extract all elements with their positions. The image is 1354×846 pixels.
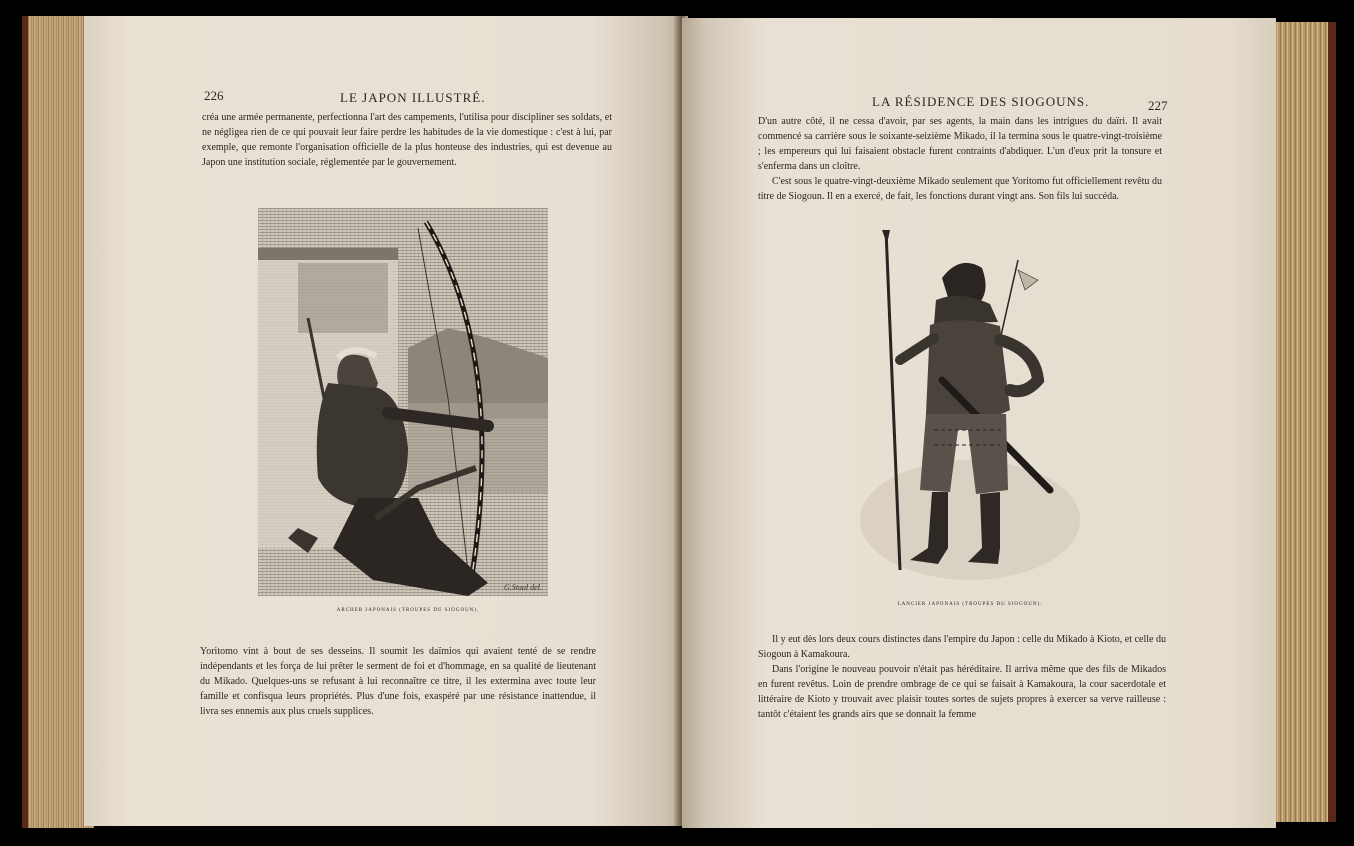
page-number: 227 (1148, 98, 1168, 113)
top-paragraph: créa une armée permanente, perfectionna l'art des campements, l'utilisa pour discipliner ses soldats, et ne négligea rien de ce qui pouvait leur faire perdre les habitudes de la vie domestique : c'est à lui, par exemple, que remonte l'organisation officielle de la plus honteuse des industries, qui est devenue au Japon une institution sociale, réglementée par le gouvernement. (202, 112, 612, 168)
engraver-signature: G.Staal del. (504, 583, 542, 592)
right-page (682, 18, 1276, 828)
left-page (84, 16, 682, 826)
page-number: 226 (204, 88, 224, 103)
bottom-paragraph: Yoritomo vint à bout de ses desseins. Il soumit les daïmios qui avaient tenté de se rendre indépendants et les força de lui prêter le serment de foi et d'hommage, en sa qualité de lieutenant du Mikado. Quelques-uns se refusant à lui reconnaître ce titre, il les extermina avec toute leur famille et confisqua leurs propriétés. Plus d'une fois, exaspéré par une résistance inattendue, il livra ses ennemis aux plus cruels supplices. (200, 646, 596, 717)
bottom-paragraph-2: Dans l'origine le nouveau pouvoir n'était pas héréditaire. Il arriva même que des fils de Mikados en furent revêtus. Loin de prendre ombrage de ce qui se faisait à Kamakoura, la cour sacerdotale et littéraire de Kioto y trouvait avec plaisir toutes sortes de sujets propres à exercer sa verve railleuse : tantôt c'étaient les grands airs que se donnait la femme (758, 664, 1166, 720)
archer-caption: ARCHER JAPONAIS (TROUPES DU SIOGOUN). (336, 608, 480, 613)
lancer-illustration (850, 230, 1090, 590)
right-page-edges (1274, 22, 1336, 822)
archer-figure (258, 208, 548, 596)
top-paragraph-1: D'un autre côté, il ne cessa d'avoir, par ses agents, la main dans les intrigues du daïri. Il avait commencé sa carrière sous le soixante-seizième Mikado, il la termina sous le quatre-vingt-troisième ; les empereurs qui lui faisaient obstacle furent contraints d'abdiquer. L'un d'eux prit la tonsure et s'enferma dans un cloître. (758, 116, 1162, 172)
bottom-paragraph-1: Il y eut dès lors deux cours distinctes dans l'empire du Japon : celle du Mikado à Kioto, et celle du Siogoun à Kamakoura. (758, 634, 1166, 660)
lancer-caption: LANCIER JAPONAIS (TROUPES DU SIOGOUN). (897, 602, 1043, 607)
top-paragraph-2: C'est sous le quatre-vingt-deuxième Mikado seulement que Yoritomo fut officiellement revêtu du titre de Siogoun. Il en a exercé, de fait, les fonctions durant vingt ans. Son fils lui succéda. (758, 176, 1162, 202)
archer-illustration (258, 208, 548, 596)
lancer-figure (850, 230, 1090, 590)
running-head: LA RÉSIDENCE DES SIOGOUNS. (872, 94, 1090, 109)
running-head: LE JAPON ILLUSTRÉ. (340, 90, 486, 105)
